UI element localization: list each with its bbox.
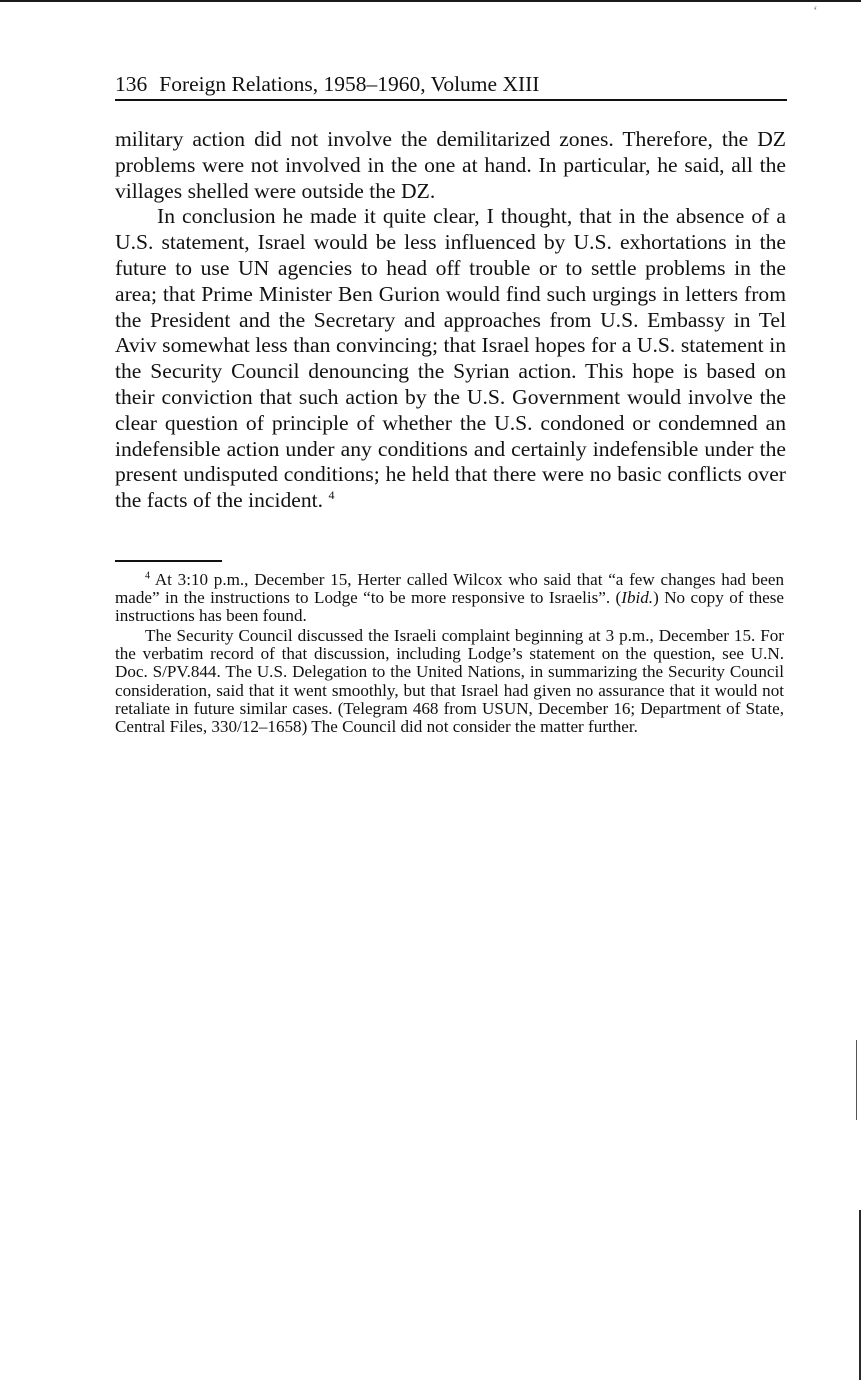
scan-right-edge-mark bbox=[856, 1040, 857, 1120]
footnote-4-marker: 4 bbox=[145, 570, 150, 582]
footnote-4 bbox=[115, 571, 784, 625]
body-text bbox=[115, 127, 786, 514]
body-paragraph-1: military action did not involve the demilitarized zones. Therefore, the DZ problems were not involved in the one at hand. In particular, he said, all the villages shelled were outside the DZ. bbox=[115, 127, 786, 203]
footnote-4-text-b: ) No copy of these instructions has been found. bbox=[115, 588, 784, 626]
running-title: Foreign Relations, 1958–1960, Volume XIII bbox=[159, 72, 540, 96]
footnote-4-text-a: At 3:10 p.m., December 15, Herter called Wilcox who said that “a few changes had been made” in the instructions to Lodge “to be more responsive to Israelis”. ( bbox=[115, 570, 784, 608]
footnote-4-ibid: Ibid. bbox=[621, 588, 654, 608]
running-head bbox=[115, 70, 787, 101]
scan-corner-mark: ʻ bbox=[812, 4, 817, 19]
page-number: 136 bbox=[115, 72, 148, 96]
scan-top-edge bbox=[0, 0, 861, 2]
footnotes bbox=[115, 571, 784, 736]
body-paragraph-2 bbox=[115, 204, 786, 514]
footnote-divider bbox=[115, 560, 222, 562]
footnote-reference[interactable]: 4 bbox=[328, 487, 335, 502]
footnote-4-continuation: The Security Council discussed the Israeli complaint beginning at 3 p.m., December 15. For the verbatim record of that discussion, including Lodge’s statement on the question, see U.N. Doc. S/PV.844. The U.S. Delegation to the United Nations, in summarizing the Security Council consideration, said that it went smoothly, but that Israel had given no assurance that it would not retaliate in future similar cases. (Telegram 468 from USUN, December 16; Department of State, Central Files, 330/12–1658) The Council did not consider the matter further. bbox=[115, 626, 784, 736]
body-paragraph-2-text: In conclusion he made it quite clear, I thought, that in the absence of a U.S. statement, Israel would be less influenced by U.S. exhortations in the future to use UN agencies to head off trouble or to settle problems in the area; that Prime Minister Ben Gurion would find such urgings in letters from the President and the Secretary and approaches from U.S. Embassy in Tel Aviv somewhat less than convincing; that Israel hopes for a U.S. statement in the Security Council denouncing the Syrian action. This hope is based on their conviction that such action by the U.S. Government would involve the clear question of principle of whether the U.S. condoned or condemned an indefensible action under any conditions and certainly indefensible under the present undisputed conditions; he held that there were no basic conflicts over the facts of the incident. bbox=[115, 204, 786, 513]
